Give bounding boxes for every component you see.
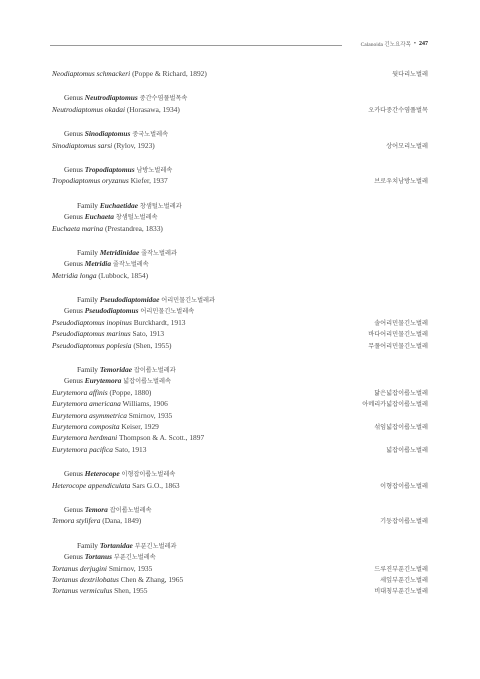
- species-author: (Prestandrea, 1833): [104, 223, 163, 233]
- checklist-section: [52, 247, 428, 281]
- species-author: Thompson & A. Scott., 1897: [118, 433, 205, 443]
- species-citation: [52, 68, 207, 79]
- species-name: Pseudodiaptomus marinus: [52, 329, 131, 339]
- taxon-rank: Genus: [64, 129, 83, 139]
- taxon-korean-name: 중국노벌레속: [132, 131, 169, 139]
- species-author: Sato, 1913: [132, 329, 165, 339]
- species-korean-name: 아메리카넓잡이룹노벌레: [362, 401, 428, 409]
- species-name: Neutrodiaptomus okadai: [52, 104, 126, 114]
- taxon-korean-name: 이형잡이룹노벌레속: [121, 471, 176, 479]
- taxon-rank: Genus: [64, 469, 83, 479]
- species-citation: [52, 270, 148, 281]
- taxon-name: Tropodiaptomus: [84, 164, 135, 174]
- taxon-korean-name: 창샘털노벌레과: [139, 202, 182, 210]
- taxon-korean-name: 잡이룹노벌레속: [109, 506, 152, 514]
- species-entry: [52, 574, 428, 585]
- species-citation: [52, 410, 172, 421]
- species-name: Pseudodiaptomus inopinus: [52, 317, 132, 327]
- species-korean-name: 기둥잡이룹노벌레: [380, 518, 428, 526]
- species-name: Neodiaptomus schmackeri: [52, 69, 131, 78]
- species-author: Keiser, 1929: [121, 421, 159, 431]
- family-heading: [52, 294, 428, 305]
- species-entry: [52, 398, 428, 409]
- checklist-section: [52, 540, 428, 597]
- taxon-korean-name: 어리민물긴노벌레속: [140, 308, 195, 316]
- species-entry: [52, 104, 428, 115]
- species-entry: [52, 317, 428, 328]
- species-korean-name: 뒷다리노벌레: [392, 71, 428, 78]
- taxon-korean-name: 남방노벌레속: [136, 166, 173, 174]
- checklist-section: [52, 468, 428, 491]
- running-header: [361, 40, 428, 48]
- genus-heading: [52, 504, 428, 515]
- species-name: Metridia longa: [52, 270, 97, 280]
- family-heading: [52, 540, 428, 551]
- header-rule: [50, 45, 342, 46]
- checklist-section: [52, 92, 428, 115]
- species-korean-name: 솔어리민물긴노벌레: [374, 319, 428, 327]
- page-number: 247: [419, 41, 428, 47]
- taxon-name: Eurytemora: [84, 376, 122, 386]
- species-author: Smirnov, 1935: [128, 410, 173, 420]
- taxon-name: Tortanus: [84, 552, 113, 562]
- species-citation: [52, 223, 163, 234]
- taxon-name: Metridia: [84, 259, 112, 269]
- species-author: Kiefer, 1937: [130, 176, 168, 186]
- taxon-korean-name: 줄작노벌레속: [112, 261, 149, 269]
- species-name: Euchaeta marina: [52, 223, 104, 233]
- species-citation: [52, 480, 180, 491]
- checklist-section: [52, 294, 428, 351]
- taxon-korean-name: 어리민물긴노벌레과: [161, 297, 216, 305]
- species-citation: [52, 104, 180, 115]
- species-entry: [52, 223, 428, 234]
- taxon-name: Heterocope: [84, 469, 120, 479]
- species-entry: [52, 515, 428, 526]
- genus-heading: [52, 375, 428, 386]
- taxon-name: Metridinidae: [99, 247, 140, 257]
- taxon-rank: Genus: [64, 376, 83, 386]
- species-entry: [52, 175, 428, 186]
- taxon-korean-name: 창샘털노벌레속: [115, 214, 158, 222]
- checklist-section: [52, 364, 428, 455]
- taxon-name: Sinodiaptomus: [84, 129, 131, 139]
- family-heading: [52, 364, 428, 375]
- species-citation: [52, 444, 146, 455]
- species-name: Eurytemora herdmani: [52, 433, 118, 443]
- taxon-korean-name: 잡이룹노벌레과: [133, 367, 176, 375]
- genus-heading: [52, 468, 428, 479]
- species-name: Pseudodiaptomus poplesia: [52, 340, 132, 350]
- species-korean-name: 브로우치남방노벌레: [374, 178, 428, 186]
- species-korean-name: 오카다중간수염풀벌목: [368, 106, 428, 114]
- species-entry: [52, 68, 428, 79]
- species-korean-name: 섞임넓잡이룹노벌레: [374, 423, 428, 431]
- taxon-rank: Genus: [64, 552, 83, 562]
- species-name: Tortanus vermiculus: [52, 586, 113, 596]
- species-korean-name: 세잎부푼긴노벌레: [380, 576, 428, 584]
- species-checklist: [52, 68, 428, 610]
- species-entry: [52, 585, 428, 596]
- checklist-section: [52, 504, 428, 527]
- species-korean-name: 닮은넓잡이룹노벌레: [374, 389, 428, 397]
- species-name: Eurytemora composita: [52, 421, 120, 431]
- taxon-rank: Genus: [64, 504, 83, 514]
- taxon-korean-name: 중간수염풀벌목속: [139, 95, 188, 103]
- species-entry: [52, 432, 428, 443]
- species-name: Tropodiaptomus oryzanus: [52, 176, 129, 186]
- species-korean-name: 이형잡이룹노벌레: [380, 482, 428, 490]
- taxon-name: Temoridae: [99, 365, 132, 375]
- species-author: Chen & Zhang, 1965: [120, 574, 184, 584]
- taxon-name: Euchaetidae: [99, 200, 138, 210]
- species-entry: [52, 387, 428, 398]
- species-korean-name: 바다어리민물긴노벌레: [368, 331, 428, 339]
- species-entry: [52, 421, 428, 432]
- taxon-name: Pseudodiaptomus: [84, 306, 139, 316]
- species-citation: [52, 398, 168, 409]
- species-citation: [52, 140, 155, 151]
- species-author: Smirnov, 1935: [108, 563, 153, 573]
- family-heading: [52, 200, 428, 211]
- genus-heading: [52, 305, 428, 316]
- species-entry: [52, 140, 428, 151]
- genus-heading: [52, 164, 428, 175]
- species-author: (Poppe & Richard, 1892): [132, 69, 207, 78]
- header-bullet: •: [413, 41, 416, 47]
- taxon-rank: Genus: [64, 93, 83, 103]
- taxon-rank: Family: [77, 295, 98, 305]
- taxon-name: Tortanidae: [99, 540, 133, 550]
- taxon-name: Pseudodiaptomidae: [99, 295, 160, 305]
- taxon-rank: Family: [77, 247, 98, 257]
- checklist-section: [52, 68, 428, 79]
- species-entry: [52, 410, 428, 421]
- species-citation: [52, 432, 204, 443]
- species-korean-name: 비대칭부푼긴노벌레: [374, 588, 428, 596]
- checklist-section: [52, 200, 428, 234]
- species-name: Tortanus dextrilobatus: [52, 574, 119, 584]
- species-name: Eurytemora pacifica: [52, 444, 113, 454]
- taxon-name: Neutrodiaptomus: [84, 93, 138, 103]
- species-korean-name: 상어모리노벌레: [386, 142, 428, 150]
- species-entry: [52, 328, 428, 339]
- species-name: Heterocope appendiculata: [52, 480, 131, 490]
- species-name: Eurytemora affinis: [52, 387, 108, 397]
- checklist-section: [52, 128, 428, 151]
- species-citation: [52, 175, 168, 186]
- taxon-korean-name: 넓잡이룹노벌레속: [123, 378, 171, 386]
- species-citation: [52, 328, 164, 339]
- species-name: Eurytemora americana: [52, 399, 121, 409]
- species-author: Sars G.O., 1863: [132, 480, 180, 490]
- family-heading: [52, 247, 428, 258]
- taxon-korean-name: 줄작노벌레과: [141, 249, 177, 257]
- taxon-rank: Genus: [64, 259, 83, 269]
- genus-heading: [52, 211, 428, 222]
- species-citation: [52, 317, 185, 328]
- taxon-rank: Genus: [64, 164, 83, 174]
- taxon-name: Euchaeta: [84, 212, 114, 222]
- species-entry: [52, 270, 428, 281]
- species-author: Burckhardt, 1913: [133, 317, 186, 327]
- taxon-korean-name: 부푼긴노벌레과: [134, 542, 177, 550]
- genus-heading: [52, 92, 428, 103]
- taxon-rank: Genus: [64, 212, 83, 222]
- species-author: (Poppe, 1880): [109, 387, 152, 397]
- taxon-korean-name: 부푼긴노벌레속: [113, 554, 156, 562]
- taxon-rank: Family: [77, 200, 98, 210]
- running-title: Calanoida 긴노요각목: [360, 42, 411, 48]
- species-citation: [52, 563, 152, 574]
- species-name: Temora stylifera: [52, 516, 101, 526]
- species-author: (Shen, 1955): [133, 340, 172, 350]
- genus-heading: [52, 551, 428, 562]
- species-citation: [52, 387, 151, 398]
- taxon-rank: Family: [77, 365, 98, 375]
- species-author: (Rylov, 1923): [114, 140, 155, 150]
- species-citation: [52, 421, 159, 432]
- checklist-section: [52, 164, 428, 187]
- taxon-rank: Family: [77, 540, 98, 550]
- species-name: Tortanus derjugini: [52, 563, 107, 573]
- species-author: Sato, 1913: [114, 444, 147, 454]
- species-entry: [52, 563, 428, 574]
- species-citation: [52, 585, 147, 596]
- species-entry: [52, 340, 428, 351]
- genus-heading: [52, 128, 428, 139]
- species-citation: [52, 574, 183, 585]
- taxon-name: Temora: [84, 504, 108, 514]
- species-citation: [52, 340, 172, 351]
- species-entry: [52, 444, 428, 455]
- species-korean-name: 무풀어리민물긴노벌레: [368, 342, 428, 350]
- species-name: Sinodiaptomus sarsi: [52, 140, 113, 150]
- species-author: Shen, 1955: [114, 586, 148, 596]
- genus-heading: [52, 258, 428, 269]
- species-korean-name: 넓잡이룹노벌레: [386, 446, 428, 454]
- species-entry: [52, 480, 428, 491]
- species-author: (Dana, 1849): [102, 516, 142, 526]
- species-citation: [52, 515, 141, 526]
- species-author: (Lubbock, 1854): [98, 270, 149, 280]
- species-author: Williams, 1906: [122, 399, 168, 409]
- taxon-rank: Genus: [64, 306, 83, 316]
- species-author: (Horasawa, 1934): [126, 104, 180, 114]
- species-korean-name: 드루진부푼긴노벌레: [374, 565, 428, 573]
- species-name: Eurytemora asymmetrica: [52, 410, 127, 420]
